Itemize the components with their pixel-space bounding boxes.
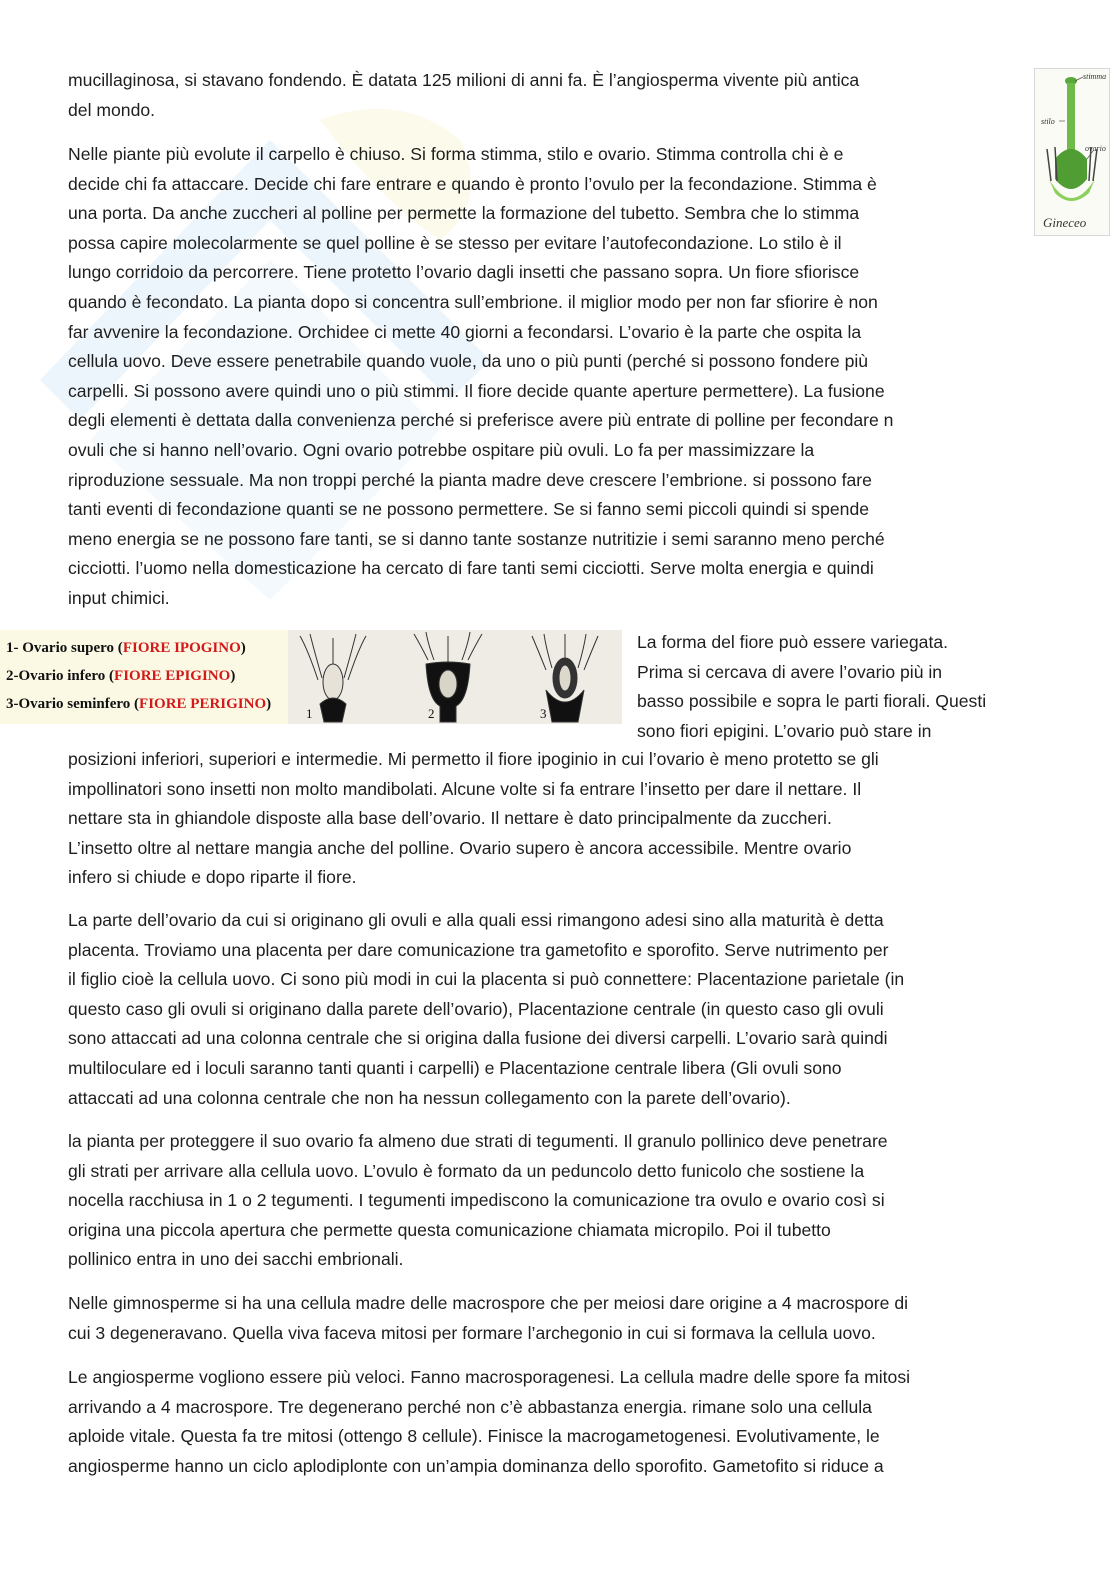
text-line: arrivando a 4 macrospore. Tre degenerano perché non c’è abbastanza energia. rimane solo una cellula — [68, 1396, 872, 1417]
text-line: Nelle piante più evolute il carpello è chiuso. Si forma stimma, stilo e ovario. Stimma controlla chi è e — [68, 144, 844, 164]
gineceo-label-stilo: stilo — [1041, 117, 1055, 126]
legend-type: FIORE PERIGINO — [139, 696, 267, 712]
text-line: origina una piccola apertura che permette questa comunicazione chiamata micropilo. Poi il tubetto — [68, 1219, 831, 1240]
text-line: cellula uovo. Deve essere penetrabile quando vuole, da uno o più punti (perché si possono fondere più — [68, 351, 869, 372]
paragraph-2 — [68, 140, 1046, 614]
flower-number-3: 3 — [540, 706, 547, 721]
text-line: questo caso gli ovuli si originano dalla parete dell’ovario), Placentazione centrale (in questo caso gli ovuli — [68, 998, 884, 1019]
text-line: degli elementi è dettata dalla convenienza perché si preferisce avere più entrate di polline per fecondare n — [68, 410, 894, 431]
paragraph-6 — [68, 1289, 1046, 1348]
text-line: riproduzione sessuale. Ma non troppi perché la pianta madre deve crescere l’embrione. si possono fare — [68, 469, 872, 490]
text-line: La forma del fiore può essere variegata. — [637, 632, 949, 652]
text-line: meno energia se ne possono fare tanti, se si danno tante sostanze nutritizie i semi saranno meno perché — [68, 528, 885, 549]
text-line: L’insetto oltre al nettare mangia anche del polline. Ovario supero è ancora accessibile. Mentre ovario — [68, 837, 852, 858]
text-line: del mondo. — [68, 99, 156, 120]
text-line: impollinatori sono insetti non molto mandibolati. Alcune volte si fa entrare l’insetto per dare il nettare. Il — [68, 778, 862, 799]
text-line: far avvenire la fecondazione. Orchidee ci mette 40 giorni a fecondarsi. L’ovario è la parte che ospita la — [68, 321, 862, 342]
text-line: la pianta per proteggere il suo ovario fa almeno due strati di tegumenti. Il granulo pollinico deve penetrare — [68, 1131, 888, 1151]
text-line: La parte dell’ovario da cui si originano gli ovuli e alla quali essi rimangono adesi sino alla maturità è detta — [68, 910, 884, 930]
text-line: cui 3 degeneravano. Quella viva faceva mitosi per formare l’archegonio in cui si formava la cellula uovo. — [68, 1322, 876, 1343]
paragraph-7 — [68, 1363, 1046, 1481]
paragraph-3 — [68, 745, 1046, 893]
text-line: Nelle gimnosperme si ha una cellula madre delle macrospore che per meiosi dare origine a 4 macrospore di — [68, 1293, 909, 1313]
legend-text: 2-Ovario infero ( — [6, 668, 115, 684]
text-line: cicciotti. l’uomo nella domesticazione ha cercato di fare tanti semi cicciotti. Serve molta energia e quindi — [68, 558, 874, 579]
text-line: nocella racchiusa in 1 o 2 tegumenti. I tegumenti impediscono la comunicazione tra ovulo e ovario così si — [68, 1190, 885, 1211]
text-line: tanti eventi di fecondazione quanti se ne possono permettere. Se si fanno semi piccoli quindi si spende — [68, 499, 870, 520]
legend-text: ) — [266, 696, 272, 712]
legend-row-1 — [6, 634, 288, 662]
legend-text: ) — [230, 668, 236, 684]
paragraph-4 — [68, 906, 1046, 1113]
legend-text: 1- Ovario supero ( — [6, 640, 123, 656]
text-line: sono fiori epigini. L’ovario può stare in — [637, 720, 932, 741]
text-line: attaccati ad una colonna centrale che non ha nessun collegamento con la parete dell’ovario). — [68, 1087, 791, 1108]
text-line: decide chi fa attaccare. Decide chi fare entrare e quando è pronto l’ovulo per la fecondazione. Stimma è — [68, 173, 877, 194]
text-line: ovuli che si hanno nell’ovario. Ogni ovario potrebbe ospitare più ovuli. Lo fa per massimizzare la — [68, 439, 815, 460]
ovary-position-figure — [0, 630, 622, 724]
legend-row-2 — [6, 662, 288, 690]
text-line: input chimici. — [68, 587, 170, 608]
text-line: placenta. Troviamo una placenta per dare comunicazione tra gametofito e sporofito. Serve nutrimento per — [68, 939, 889, 960]
ovary-drawings — [288, 630, 622, 724]
legend-type: FIORE IPOGINO — [122, 640, 241, 656]
paragraph-5 — [68, 1127, 1046, 1275]
text-line: angiosperme hanno un ciclo aplodiplonte con un’ampia dominanza dello sporofito. Gametofito si riduce a — [68, 1455, 884, 1476]
text-line: Prima si cercava di avere l’ovario più in — [637, 661, 943, 682]
text-line: lungo corridoio da percorrere. Tiene protetto l’ovario dagli insetti che passano sopra. Un fiore sfiorisce — [68, 262, 860, 283]
text-line: pollinico entra in uno dei sacchi embrionali. — [68, 1249, 404, 1270]
text-line: gli strati per arrivare alla cellula uovo. L’ovulo è formato da un peduncolo detto funicolo che sostiene la — [68, 1160, 865, 1181]
text-line: infero si chiude e dopo riparte il fiore. — [68, 867, 357, 888]
text-line: mucillaginosa, si stavano fondendo. È datata 125 milioni di anni fa. È l’angiosperma vivente più antica — [68, 70, 860, 90]
text-line: sono attaccati ad una colonna centrale che si origina dalla fusione dei diversi carpelli. L’ovario sarà quindi — [68, 1028, 888, 1049]
legend-type: FIORE EPIGINO — [114, 668, 231, 684]
gineceo-label-ovario: ovario — [1085, 144, 1106, 153]
flower-number-1: 1 — [306, 706, 313, 721]
flower-number-2: 2 — [428, 706, 435, 721]
legend-row-3 — [6, 690, 288, 718]
text-line: aploide vitale. Questa fa tre mitosi (ottengo 8 cellule). Finisce la macrogametogenesi. Evolutivamente, le — [68, 1426, 880, 1447]
text-line: il figlio cioè la cellula uovo. Ci sono più modi in cui la placenta si può connettere: Placentazione parietale (in — [68, 969, 905, 990]
text-line: nettare sta in ghiandole disposte alla base dell’ovario. Il nettare è dato principalmente da zuccheri. — [68, 808, 832, 829]
text-line: possa capire molecolarmente se quel polline è se stesso per evitare l’autofecondazione. Lo stilo è il — [68, 232, 842, 253]
paragraph-3-side — [637, 628, 1047, 746]
text-line: Le angiosperme vogliono essere più veloci. Fanno macrosporagenesi. La cellula madre delle spore fa mitosi — [68, 1367, 911, 1387]
text-line: una porta. Da anche zuccheri al polline per permette la formazione del tubetto. Sembra che lo stimma — [68, 203, 860, 224]
legend-text: 3-Ovario seminfero ( — [6, 696, 140, 712]
gineceo-caption: Gineceo — [1043, 215, 1087, 230]
legend-text: ) — [240, 640, 246, 656]
text-line: multiloculare ed i loculi saranno tanti quanti i carpelli) e Placentazione centrale libera (Gli ovuli sono — [68, 1057, 842, 1078]
paragraph-1 — [68, 66, 1046, 125]
gineceo-label-stimma: stimma — [1083, 72, 1107, 81]
text-line: basso possibile e sopra le parti fiorali. Questi — [637, 691, 987, 712]
text-line: quando è fecondato. La pianta dopo si concentra sull’embrione. il miglior modo per non far sfiorire è non — [68, 291, 878, 312]
ovary-legend — [6, 634, 288, 718]
text-line: posizioni inferiori, superiori e intermedie. Mi permetto il fiore ipoginio in cui l’ovario è meno protetto se gli — [68, 749, 879, 769]
text-line: carpelli. Si possono avere quindi uno o più stimmi. Il fiore decide quante aperture permettere). La fusione — [68, 380, 885, 401]
